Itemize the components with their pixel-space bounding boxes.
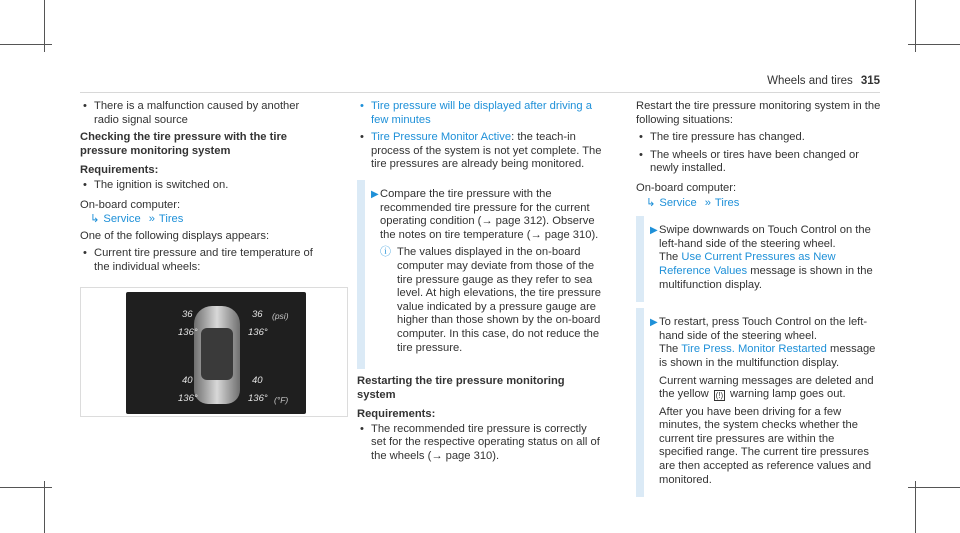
section-heading: Restarting the tire pressure monitoring system <box>357 375 565 401</box>
step-arrow-icon: ▶ <box>650 317 658 329</box>
step-message: The Use Current Pressures as New Reference Values message is shown in the multifunction display. <box>659 251 873 291</box>
list-item: • Current tire pressure and tire temperature of the individual wheels: <box>80 247 325 274</box>
step-message: The Tire Press. Monitor Restarted message is shown in the multifunction display. <box>659 343 876 369</box>
crop-mark <box>44 0 45 52</box>
menu-path <box>636 197 881 211</box>
menu-link-service[interactable]: Service <box>103 213 141 226</box>
list-item <box>357 131 602 172</box>
return-arrow-icon: ↳ <box>646 196 656 209</box>
chevron-right-icon: » <box>148 213 155 226</box>
rear-left-pressure: 40 <box>182 374 193 386</box>
column-left <box>80 100 325 417</box>
instruction-step <box>636 216 881 302</box>
step-text: Swipe downwards on Touch Control on the left-hand side of the steering wheel. <box>659 224 871 250</box>
header-title: Wheels and tires <box>767 75 853 87</box>
instruction-step <box>357 180 602 369</box>
status-message-link: Tire Press. Monitor Restarted <box>681 343 827 356</box>
temp-unit: (°F) <box>274 394 289 405</box>
step-paragraph: Current warning messages are deleted and the yellow (!) warning lamp goes out. <box>659 374 874 401</box>
chevron-right-icon: » <box>704 196 711 209</box>
paragraph: Restart the tire pressure monitoring system in the following situations: <box>636 100 881 126</box>
paragraph: One of the following displays appears: <box>80 229 270 242</box>
requirements-label: Requirements: <box>80 164 159 177</box>
car-icon <box>194 306 240 404</box>
page-header <box>767 75 880 89</box>
section-heading: Checking the tire pressure with the tire pressure monitoring system <box>80 131 288 157</box>
list-item: • There is a malfunction caused by another radio signal source <box>80 100 325 127</box>
menu-link-service[interactable]: Service <box>659 196 697 209</box>
list-item: • The wheels or tires have been changed or newly installed. <box>636 149 881 176</box>
list-item: • The ignition is switched on. <box>80 179 325 193</box>
onboard-label: On-board computer: <box>80 198 181 211</box>
menu-link-tires[interactable]: Tires <box>714 196 740 209</box>
step-paragraph: After you have been driving for a few minutes, the system checks whether the current tire pressures are within the specified range. The current tire pressures are then accepted as reference values and monitored. <box>659 405 872 486</box>
crop-mark <box>915 481 916 533</box>
front-left-pressure: 36 <box>182 308 193 320</box>
rear-right-pressure: 40 <box>252 374 263 386</box>
list-item-link: • Tire pressure will be displayed after driving a few minutes <box>357 100 602 127</box>
menu-link-tires[interactable]: Tires <box>158 213 184 226</box>
crop-mark <box>915 0 916 52</box>
return-arrow-icon: ↳ <box>90 213 100 226</box>
status-message-link: Tire Pressure Monitor Active <box>371 131 512 144</box>
info-icon: ⓘ <box>380 246 391 259</box>
column-right <box>636 100 881 503</box>
tire-pressure-figure <box>80 287 348 417</box>
page-number: 315 <box>860 75 880 87</box>
list-item: • The recommended tire pressure is correctly set for the respective operating status on all of the wheels (→ page 310). <box>357 423 602 464</box>
menu-path <box>80 213 325 227</box>
info-text: The values displayed in the on-board computer may deviate from those of the tire pressure gauge as they refer to sea level. At high elevations, the tire pressure value indicated by a pressure gauge are higher than those shown by the on-board computer. In this case, do not reduce the tire pressure. <box>397 246 601 354</box>
pressure-unit: (psi) <box>272 310 289 321</box>
step-text: Compare the tire pressure with the recommended tire pressure for the current operating condition (→ page 312). Observe the notes on tire temperature (→ page 310). <box>380 187 599 241</box>
header-divider <box>80 92 880 93</box>
onboard-label: On-board computer: <box>636 181 737 194</box>
list-item-text: : the teach-in process of the system is not yet complete. The tire pressures are already being monitored. <box>371 131 602 171</box>
front-right-temp: 136° <box>248 326 268 338</box>
status-message-link: Use Current Pressures as New Reference Values <box>659 251 836 277</box>
info-note <box>380 246 602 355</box>
front-left-temp: 136° <box>178 326 198 338</box>
front-right-pressure: 36 <box>252 308 263 320</box>
tire-warning-lamp-icon: (!) <box>715 391 724 401</box>
list-item: • The tire pressure has changed. <box>636 131 881 145</box>
step-arrow-icon: ▶ <box>650 225 658 237</box>
rear-left-temp: 136° <box>178 392 198 404</box>
step-arrow-icon: ▶ <box>371 188 379 200</box>
column-middle <box>357 100 602 468</box>
requirements-label: Requirements: <box>357 408 436 421</box>
rear-right-temp: 136° <box>248 392 268 404</box>
instruction-step <box>636 308 881 497</box>
display-screen <box>126 292 306 414</box>
crop-mark <box>44 481 45 533</box>
step-text: To restart, press Touch Control on the left-hand side of the steering wheel. <box>659 316 868 342</box>
